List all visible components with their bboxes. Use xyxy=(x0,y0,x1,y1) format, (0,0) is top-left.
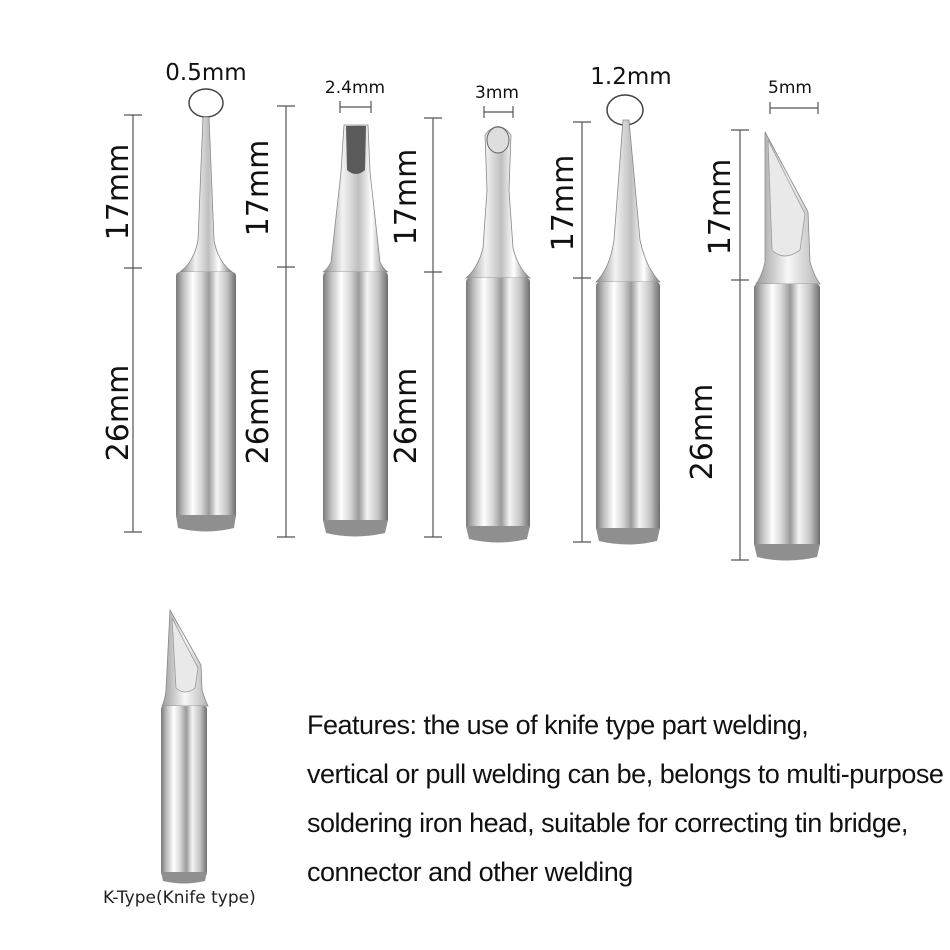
k-type-tip xyxy=(161,610,208,884)
tip-dimension-lower: 26mm xyxy=(241,367,276,465)
dimension-line-upper xyxy=(277,106,295,267)
features-text xyxy=(307,708,947,904)
dimension-line-lower xyxy=(573,278,591,542)
tip-dimension-lower: 26mm xyxy=(685,383,720,481)
tip-3 xyxy=(389,83,530,543)
dimension-line-upper xyxy=(424,118,442,272)
dimension-line-lower xyxy=(424,272,442,537)
tip-end xyxy=(323,520,388,537)
tip-width-bracket xyxy=(340,101,371,113)
tip-width-label: 0.5mm xyxy=(165,60,247,86)
tip-dimension-lower: 26mm xyxy=(101,364,136,462)
features-line: soldering iron head, suitable for correcting tin bridge, xyxy=(307,808,908,838)
tip-end xyxy=(161,872,207,884)
tip-width-bracket xyxy=(484,106,513,118)
tip-shank xyxy=(596,282,660,532)
tip-dimension-upper: 17mm xyxy=(703,158,738,256)
features-line: vertical or pull welding can be, belongs to multi-purpose xyxy=(307,759,944,789)
tip-shank xyxy=(466,278,530,530)
tip-dimension-lower: 26mm xyxy=(389,367,424,465)
tip-width-bracket xyxy=(770,102,818,114)
tip-dimension-upper: 17mm xyxy=(101,143,136,241)
tip-end xyxy=(596,528,660,545)
tip-1 xyxy=(101,60,247,532)
features-line: connector and other welding xyxy=(307,857,633,887)
dimension-line-lower xyxy=(731,280,749,560)
tip-width-label: 2.4mm xyxy=(324,78,386,98)
tip-end xyxy=(466,526,530,543)
dimension-line-lower xyxy=(277,267,295,537)
tip-point xyxy=(180,117,232,272)
tip-dimension-upper: 17mm xyxy=(546,154,581,252)
tip-end xyxy=(754,544,820,561)
tip-chisel-face xyxy=(346,126,366,174)
tip-point xyxy=(596,120,660,282)
tip-end xyxy=(176,515,236,532)
tip-dimension-upper: 17mm xyxy=(241,139,276,237)
tip-detail-circle xyxy=(189,89,223,117)
tip-5 xyxy=(685,78,820,561)
tip-shank xyxy=(323,272,388,524)
tip-width-label: 1.2mm xyxy=(590,64,672,90)
k-type-label: K-Type(Knife type) xyxy=(103,888,256,908)
tip-2 xyxy=(241,78,388,537)
tip-shank xyxy=(754,284,820,548)
features-line: Features: the use of knife type part welding, xyxy=(307,710,809,740)
tip-width-label: 3mm xyxy=(475,83,519,103)
tip-dimension-upper: 17mm xyxy=(389,148,424,246)
tip-shank xyxy=(161,706,207,876)
tip-width-label: 5mm xyxy=(768,78,812,98)
tip-4 xyxy=(546,64,672,545)
tip-bevel-face xyxy=(487,127,509,153)
tip-shank xyxy=(176,272,236,520)
